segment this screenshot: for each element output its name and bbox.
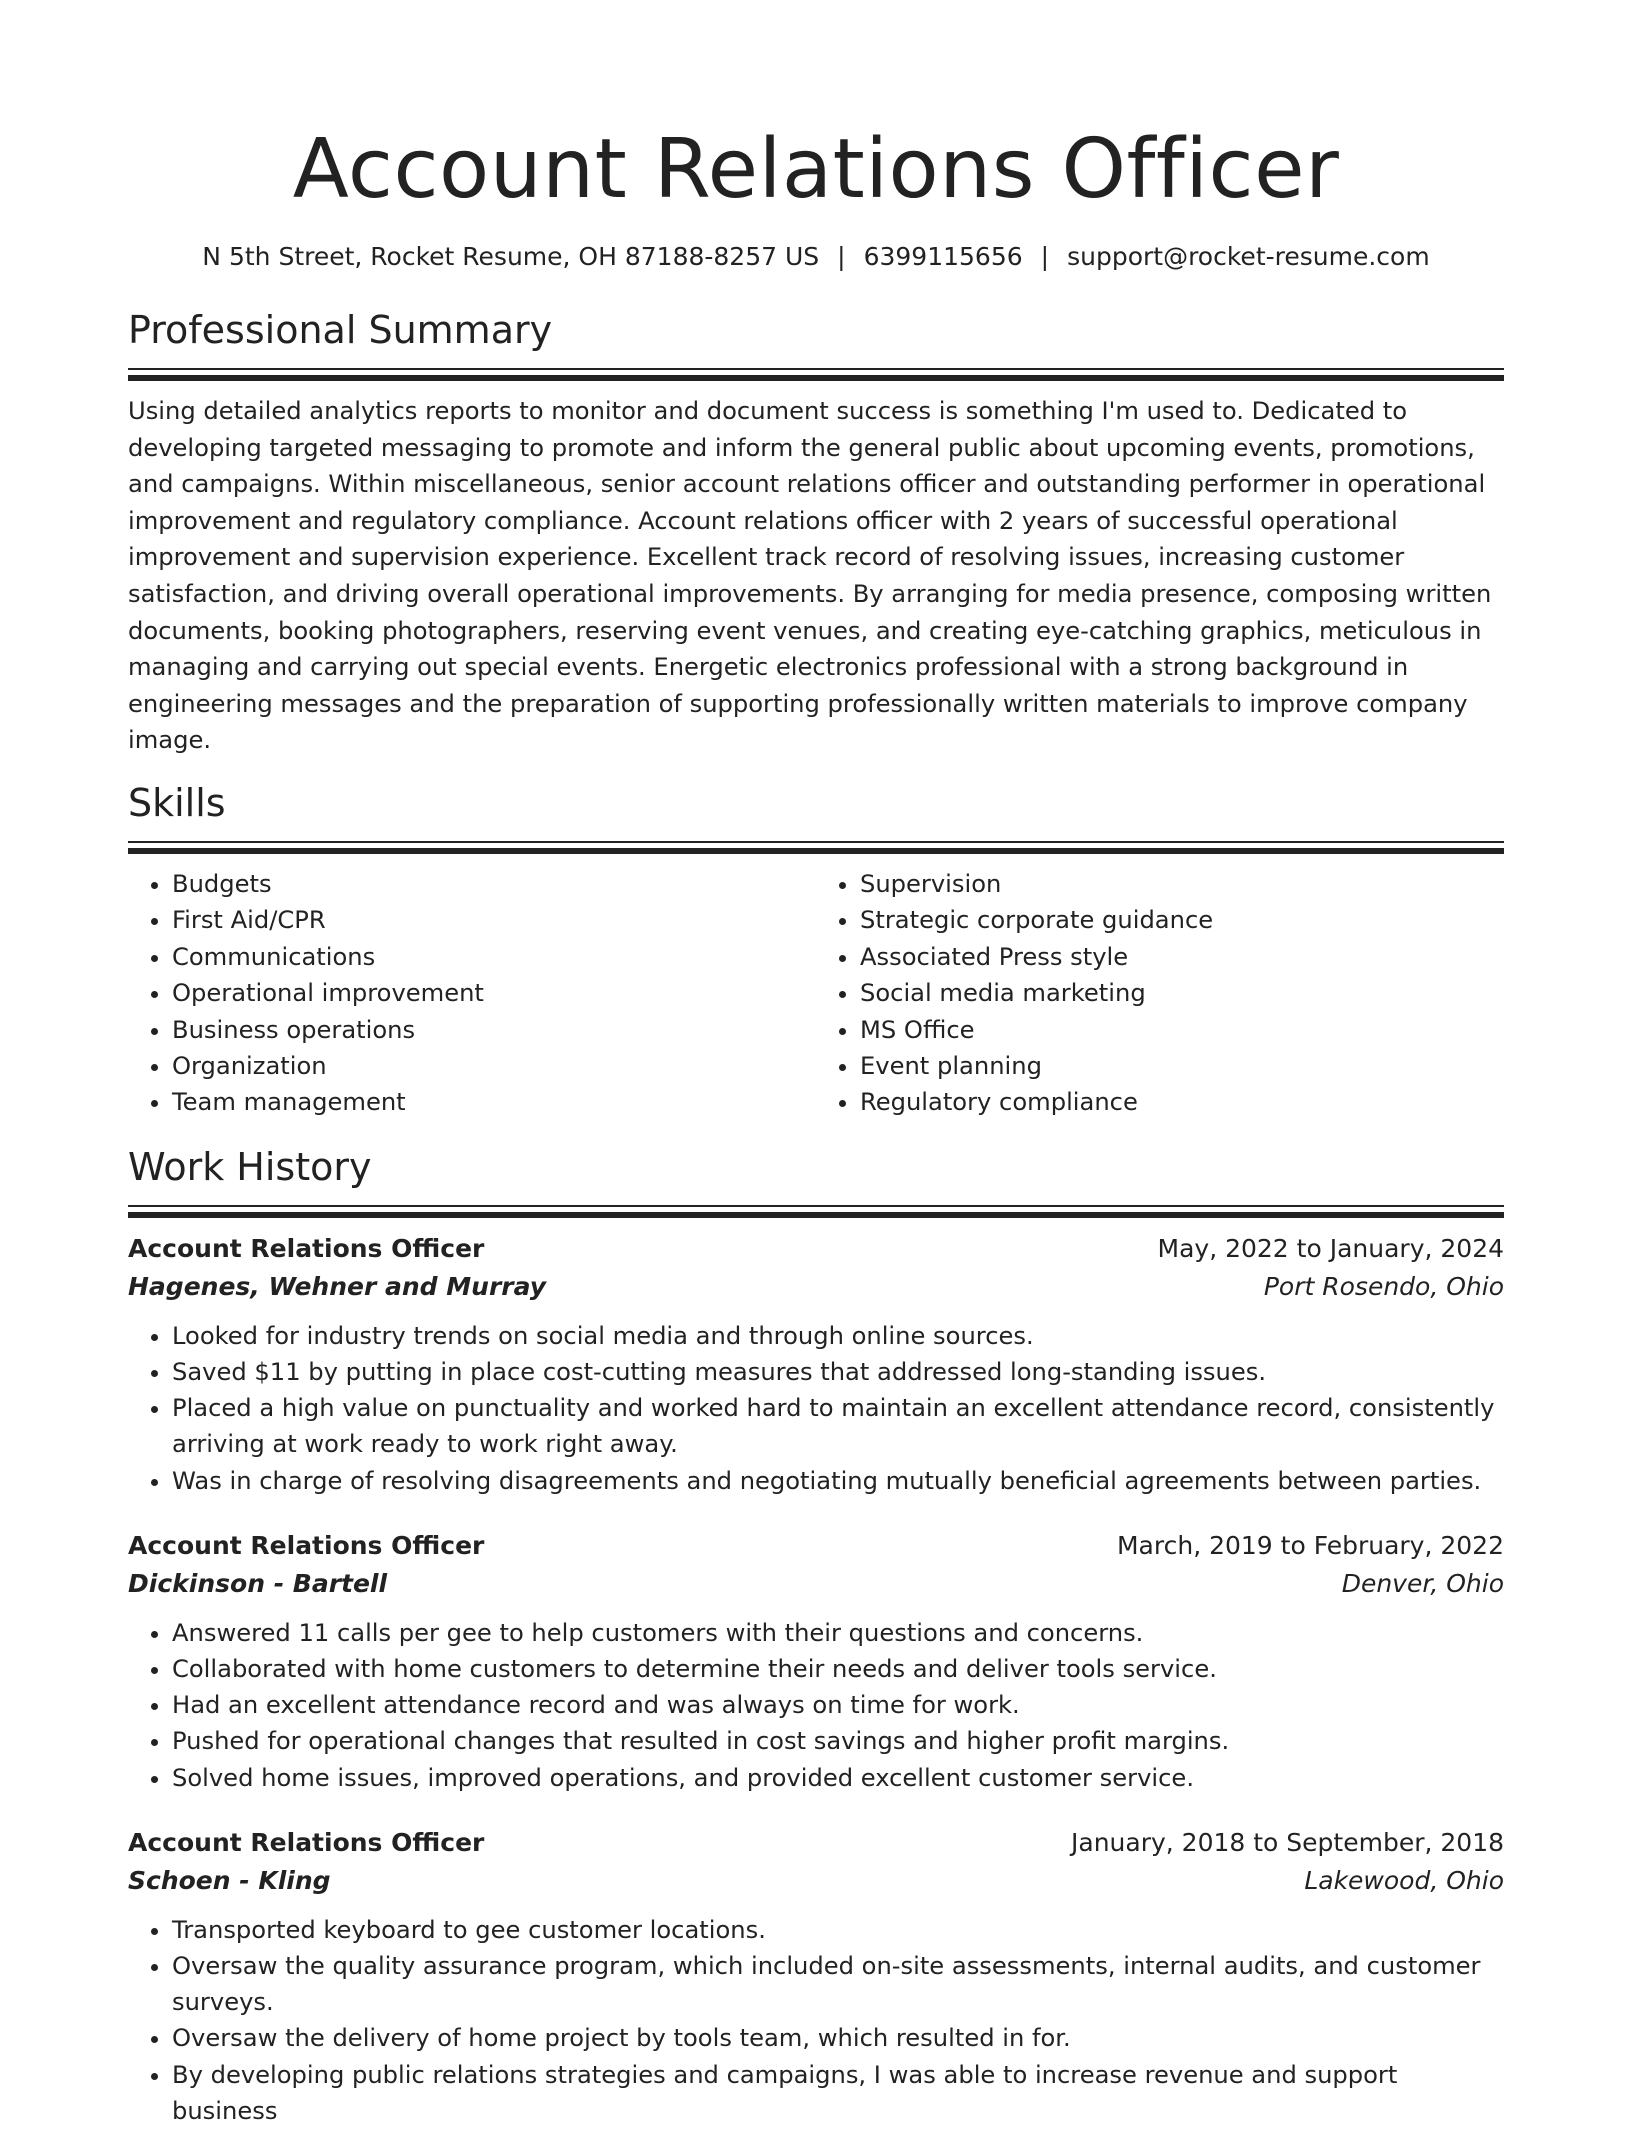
job-location: Denver, Ohio [1341,1568,1504,1598]
work-history-section [128,1141,1504,2129]
job-dates: January, 2018 to September, 2018 [1071,1827,1504,1857]
job-title-row [128,1527,1504,1565]
skill-item: • MS Office [860,1012,1504,1048]
contact-email: support@rocket-resume.com [1067,242,1430,271]
skill-item: • Budgets [172,866,816,902]
job-bullet: • Looked for industry trends on social media and through online sources. [172,1318,1504,1354]
summary-text: Using detailed analytics reports to monitor and document success is something I'm used to. Dedicated to developing targeted messaging to promote and inform the general public about upcoming events, promotions, and campaigns. Within miscellaneous, senior account relations officer and outstanding performer in operational improvement and regulatory compliance. Account relations officer with 2 years of successful operational improvement and supervision experience. Excellent track record of resolving issues, increasing customer satisfaction, and driving overall operational improvements. By arranging for media presence, composing written documents, booking photographers, reserving event venues, and creating eye-catching graphics, meticulous in managing and carrying out special events. Energetic electronics professional with a strong background in engineering messages and the preparation of supporting professionally written materials to improve company image. [128,397,1492,755]
skills-section [128,777,1504,1121]
job-bullet: • Solved home issues, improved operations, and provided excellent customer service. [172,1760,1504,1796]
section-divider-thick [128,848,1504,854]
job-title: Account Relations Officer [128,1827,485,1857]
skill-item: • Team management [172,1084,816,1120]
job-company-row [128,1268,1504,1306]
summary-heading: Professional Summary [128,308,553,352]
skill-item: • Organization [172,1048,816,1084]
job-bullet-list [128,1912,1504,2129]
job-bullet-list [128,1318,1504,1499]
section-divider-thick [128,1212,1504,1218]
skill-item: • Strategic corporate guidance [860,902,1504,938]
skill-item: • First Aid/CPR [172,902,816,938]
job-entry [128,1527,1504,1796]
skills-list-right [816,866,1504,1121]
job-bullet-list [128,1615,1504,1796]
job-company-row [128,1565,1504,1603]
summary-section [128,304,1504,759]
job-bullet: • Collaborated with home customers to determine their needs and deliver tools service. [172,1651,1504,1687]
job-bullet: • Answered 11 calls per gee to help customers with their questions and concerns. [172,1615,1504,1651]
job-bullet: • By developing public relations strategies and campaigns, I was able to increase revenue and support business [172,2057,1504,2129]
contact-separator: | [1040,242,1050,271]
skill-item: • Business operations [172,1012,816,1048]
skill-item: • Associated Press style [860,939,1504,975]
section-divider [128,1205,1504,1207]
work-history-heading: Work History [128,1144,372,1189]
job-company: Dickinson - Bartell [128,1568,388,1598]
section-divider [128,368,1504,370]
job-location: Port Rosendo, Ohio [1263,1271,1504,1301]
skill-item: • Supervision [860,866,1504,902]
job-title-row [128,1824,1504,1862]
job-bullet: • Pushed for operational changes that resulted in cost savings and higher profit margins. [172,1723,1504,1759]
job-bullet: • Transported keyboard to gee customer locations. [172,1912,1504,1948]
section-divider [128,841,1504,843]
resume-title: Account Relations Officer [292,122,1340,217]
skill-item: • Communications [172,939,816,975]
contact-line [128,240,1504,274]
skills-grid [128,866,1504,1121]
section-divider-thick [128,375,1504,381]
skill-item: • Event planning [860,1048,1504,1084]
job-location: Lakewood, Ohio [1304,1865,1504,1895]
contact-address: N 5th Street, Rocket Resume, OH 87188-8257 US [202,242,820,271]
skills-list-left [128,866,816,1121]
job-dates: May, 2022 to January, 2024 [1157,1233,1504,1263]
job-bullet: • Saved $11 by putting in place cost-cutting measures that addressed long-standing issues. [172,1354,1504,1390]
contact-separator: | [837,242,846,271]
job-company: Schoen - Kling [128,1865,331,1895]
contact-phone: 6399115656 [863,242,1023,271]
job-entry [128,1824,1504,2129]
job-bullet: • Oversaw the quality assurance program, which included on-site assessments, internal audits, and customer surveys. [172,1948,1504,2020]
job-bullet: • Had an excellent attendance record and was always on time for work. [172,1687,1504,1723]
job-title: Account Relations Officer [128,1233,485,1263]
skill-item: • Operational improvement [172,975,816,1011]
job-bullet: • Was in charge of resolving disagreements and negotiating mutually beneficial agreements between parties. [172,1463,1504,1499]
job-bullet: • Oversaw the delivery of home project by tools team, which resulted in for. [172,2020,1504,2056]
job-title-row [128,1230,1504,1268]
skill-item: • Regulatory compliance [860,1084,1504,1120]
job-company-row [128,1862,1504,1900]
skill-item: • Social media marketing [860,975,1504,1011]
job-company: Hagenes, Wehner and Murray [128,1271,546,1301]
job-entry [128,1230,1504,1499]
job-dates: March, 2019 to February, 2022 [1116,1530,1504,1560]
job-bullet: • Placed a high value on punctuality and worked hard to maintain an excellent attendance record, consistently arriving at work ready to work right away. [172,1390,1504,1462]
skills-heading: Skills [128,780,226,825]
job-title: Account Relations Officer [128,1530,485,1560]
